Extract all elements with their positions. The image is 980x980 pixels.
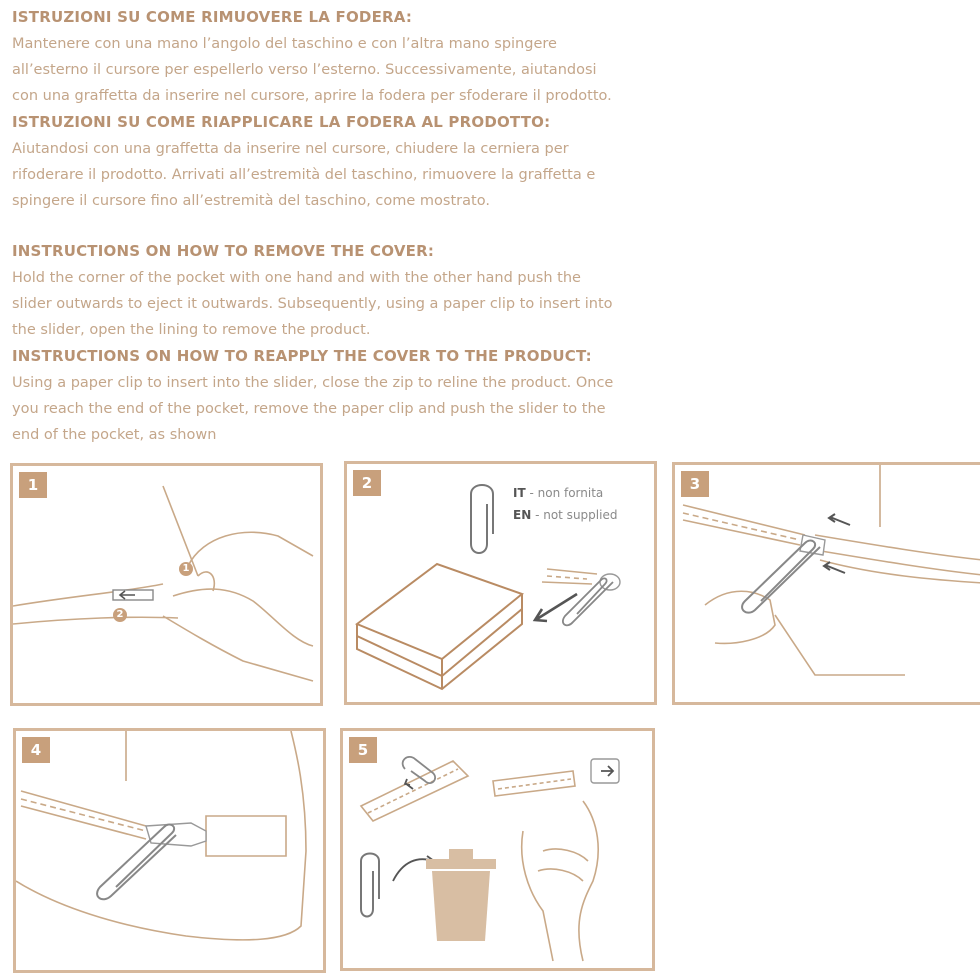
step-number-badge: 4 [22, 737, 50, 763]
step-3-panel [672, 462, 980, 705]
it-remove-text [12, 31, 652, 109]
step-5-panel [340, 728, 655, 971]
svg-text:IT - non fornita: IT - non fornita [513, 486, 604, 500]
step-2-illustration [347, 464, 654, 702]
text-line: end of the pocket, as shown [12, 427, 217, 443]
step-number-badge: 5 [349, 737, 377, 763]
text-line: rifoderare il prodotto. Arrivati all’estremità del taschino, rimuovere la graffetta e [12, 167, 596, 183]
note-it-text: non fornita [537, 486, 604, 500]
step-5-illustration [343, 731, 652, 968]
text-line: Mantenere con una mano l’angolo del taschino e con l’altra mano spingere [12, 36, 557, 52]
step-2-panel [344, 461, 657, 705]
text-line: Using a paper clip to insert into the slider, close the zip to reline the product. Once [12, 375, 614, 391]
text-line: the slider, open the lining to remove the product. [12, 322, 371, 338]
text-line: slider outwards to eject it outwards. Subsequently, using a paper clip to insert into [12, 296, 613, 312]
step-number-badge: 2 [353, 470, 381, 496]
step-1-illustration [13, 466, 320, 703]
it-remove-heading: ISTRUZIONI SU COME RIMUOVERE LA FODERA: [12, 8, 413, 26]
en-remove-text [12, 265, 652, 343]
en-reapply-heading: INSTRUCTIONS ON HOW TO REAPPLY THE COVER TO THE PRODUCT: [12, 347, 592, 365]
note-it-code: IT [513, 486, 526, 500]
step-number-badge: 1 [19, 472, 47, 498]
it-reapply-text [12, 136, 652, 214]
en-remove-heading: INSTRUCTIONS ON HOW TO REMOVE THE COVER: [12, 242, 435, 260]
note-en-text: not supplied [543, 508, 618, 522]
text-line: all’esterno il cursore per espellerlo verso l’esterno. Successivamente, aiutandosi [12, 62, 597, 78]
svg-text:EN - not supplied: EN - not supplied [513, 508, 618, 522]
step-number-badge: 3 [681, 471, 709, 497]
callout-2: 2 [113, 608, 127, 622]
text-line: spingere il cursore fino all’estremità del taschino, come mostrato. [12, 193, 490, 209]
text-line: con una graffetta da inserire nel cursore, aprire la fodera per sfoderare il prodotto. [12, 88, 612, 104]
step-3-illustration [675, 465, 980, 705]
en-reapply-text [12, 370, 652, 448]
text-line: Hold the corner of the pocket with one hand and with the other hand push the [12, 270, 581, 286]
step-4-panel [13, 728, 326, 973]
text-line: you reach the end of the pocket, remove the paper clip and push the slider to the [12, 401, 606, 417]
step-4-illustration [16, 731, 323, 970]
it-reapply-heading: ISTRUZIONI SU COME RIAPPLICARE LA FODERA AL PRODOTTO: [12, 113, 551, 131]
callout-1: 1 [179, 562, 193, 576]
text-line: Aiutandosi con una graffetta da inserire nel cursore, chiudere la cerniera per [12, 141, 569, 157]
step-1-panel [10, 463, 323, 706]
note-en-code: EN [513, 508, 532, 522]
